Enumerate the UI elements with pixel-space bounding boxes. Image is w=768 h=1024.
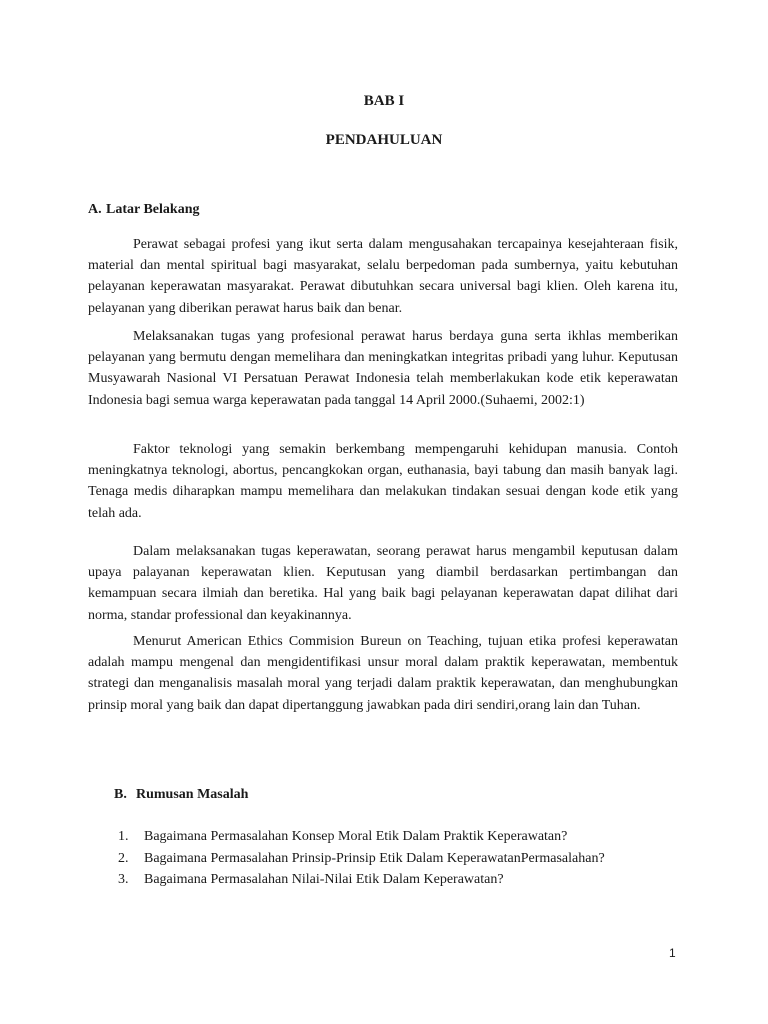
list-item — [118, 826, 605, 848]
chapter-number: BAB I — [363, 93, 405, 109]
list-item — [118, 848, 605, 870]
page-number: 1 — [669, 946, 676, 960]
paragraph-1: Perawat sebagai profesi yang ikut serta dalam mengusahakan tercapainya kesejahteraan fisik, material dan mental spiritual bagi masyarakat, selalu berpedoman pada sumbernya, yaitu kebutuhan pelayanan keperawatan masyarakat. Perawat dibutuhkan secara universal bagi klien. Oleh karena itu, pelayanan yang diberikan perawat harus baik dan benar. — [88, 237, 678, 316]
paragraph-2: Melaksanakan tugas yang profesional perawat harus berdaya guna serta ikhlas memberikan pelayanan yang bermutu dengan memelihara dan meningkatkan integritas pribadi yang luhur. Keputusan Musyawarah Nasional VI Persatuan Perawat Indonesia telah memberlakukan kode etik keperawatan Indonesia bagi semua warga keperawatan pada tanggal 14 April 2000.(Suhaemi, 2002:1) — [88, 329, 678, 408]
paragraph-3: Faktor teknologi yang semakin berkembang mempengaruhi kehidupan manusia. Contoh meningkatnya teknologi, abortus, pencangkokan organ, euthanasia, bayi tabung dan masih banyak lagi. Tenaga medis diharapkan mampu memelihara dan melakukan tindakan sesuai dengan kode etik yang telah ada. — [88, 442, 678, 521]
list-item-text: Bagaimana Permasalahan Nilai-Nilai Etik Dalam Keperawatan? — [144, 872, 504, 887]
research-questions-list — [118, 826, 605, 891]
section-a-number: A. — [88, 202, 102, 217]
list-item-text: Bagaimana Permasalahan Prinsip-Prinsip Etik Dalam KeperawatanPermasalahan? — [144, 850, 605, 866]
paragraph-5: Menurut American Ethics Commision Bureun on Teaching, tujuan etika profesi keperawatan adalah mampu mengenal dan mengidentifikasi unsur moral dalam praktik keperawatan, membentuk strategi dan menganalisis masalah moral yang terjadi dalam praktik keperawatan, dan menghubungkan prinsip moral yang baik dan dapat dipertanggung jawabkan pada diri sendiri,orang lain dan Tuhan. — [88, 634, 678, 713]
section-b-number: B. — [114, 787, 127, 802]
section-b-title: Rumusan Masalah — [136, 787, 249, 802]
list-item-text: Bagaimana Permasalahan Konsep Moral Etik Dalam Praktik Keperawatan? — [144, 829, 568, 844]
section-b-heading — [114, 787, 248, 803]
chapter-title: PENDAHULUAN — [325, 132, 443, 148]
list-item-number: 2. — [118, 850, 129, 866]
paragraph-4: Dalam melaksanakan tugas keperawatan, seorang perawat harus mengambil keputusan dalam upaya palayanan keperawatan klien. Keputusan yang diambil berdasarkan pertimbangan dan kemampuan secara ilmiah dan beretika. Hal yang baik bagi pelayanan keperawatan dapat dilihat dari norma, standar professional dan keyakinannya. — [88, 544, 678, 623]
section-a-title: Latar Belakang — [106, 202, 200, 217]
list-item-number: 3. — [118, 872, 129, 887]
list-item — [118, 869, 605, 891]
list-item-number: 1. — [118, 829, 129, 844]
section-a-heading — [88, 202, 199, 218]
